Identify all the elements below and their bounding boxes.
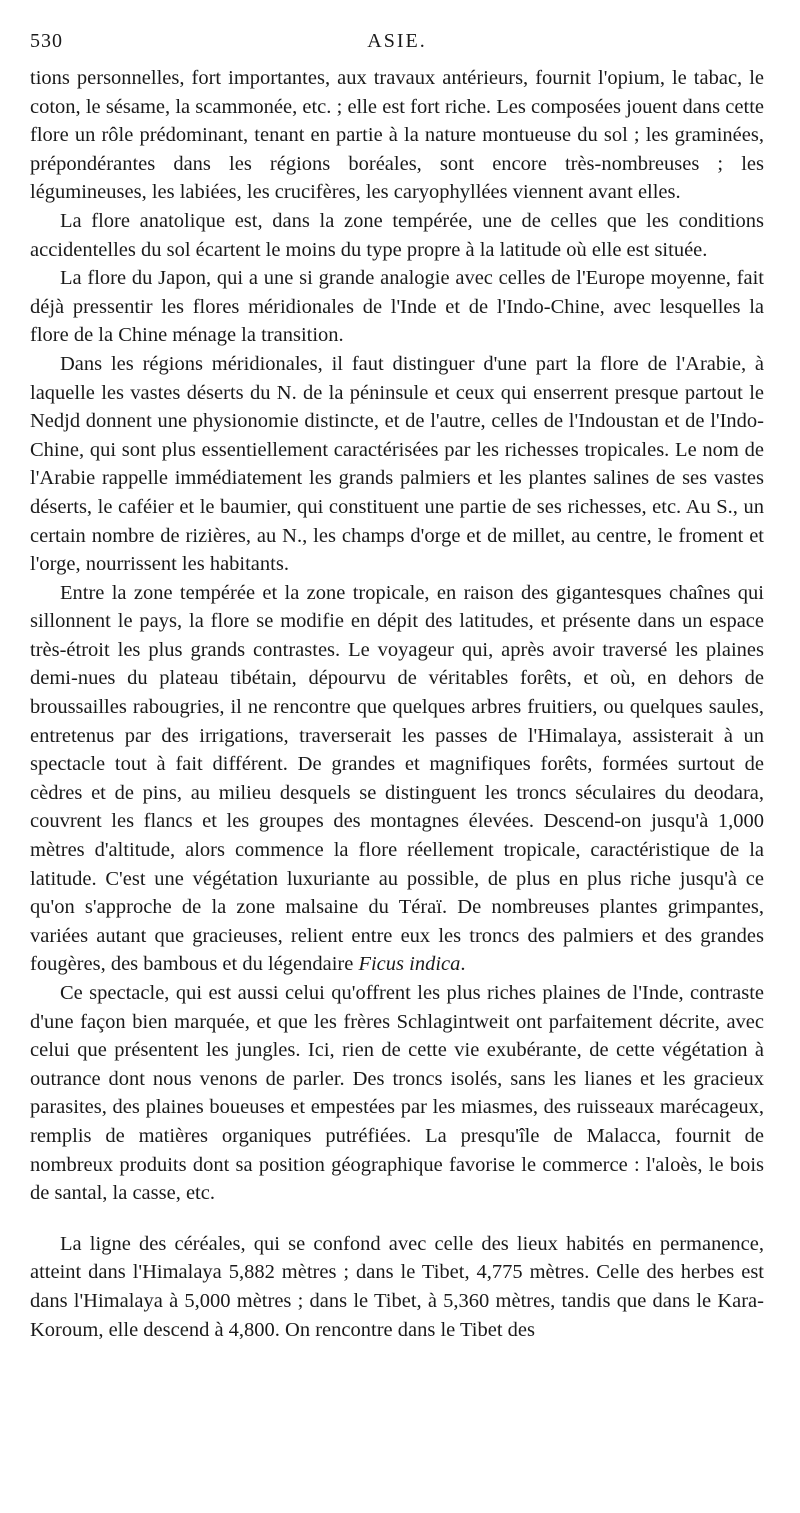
himalaya-text: Entre la zone tempérée et la zone tropicale, en raison des gigantesques chaînes qui sillonnent le pays, la flore se modifie en dépit des latitudes, et présente dans un espace très-étroit les plus grands contrastes. Le voyageur qui, après avoir traversé les plaines demi-nues du plateau tibétain, dépourvu de véritables forêts, et où, en dehors de broussailles rabougries, il ne rencontre que quelques arbres fruitiers, ou quelques saules, entretenus par des irrigations, traverserait les passes de l'Himalaya, assisterait à un spectacle tout à fait différent. De grandes et magnifiques forêts, formées surtout de cèdres et de pins, au milieu desquels se distinguent les troncs séculaires du deodara, couvrent les flancs et les groupes des montagnes élevées. Descend-on jusqu'à 1,000 mètres d'altitude, alors commence la flore réellement tropicale, caractéristique de la latitude. C'est une végétation luxuriante au possible, de plus en plus riche jusqu'à ce qu'on s'approche de la zone malsaine du Téraï. De nombreuses plantes grimpantes, variées autant que gracieuses, relient entre eux les troncs des palmiers et des grandes fougères, des bambous et du légendaire [30,581,764,976]
page-number: 530 [30,30,63,52]
body-text [30,64,764,1344]
book-page [30,30,764,1344]
ficus-indica-term: Ficus indica [358,953,461,976]
paragraph-japan-flora: La flore du Japon, qui a une si grande analogie avec celles de l'Europe moyenne, fait déjà pressentir les flores méridionales de l'Inde et de l'Indo-Chine, avec lesquelles la flore de la Chine ménage la transition. [30,267,764,347]
running-head [30,30,764,64]
paragraph-flora-continuation: tions personnelles, fort importantes, aux travaux antérieurs, fournit l'opium, le tabac, le coton, le sésame, la scammonée, etc. ; elle est fort riche. Les composées jouent dans cette flore un rôle prédominant, tenant en partie à la nature montueuse du sol ; les graminées, prépondérantes dans les régions boréales, sont encore très-nombreuses ; les légumineuses, les labiées, les crucifères, les caryophyllées viennent avant elles. [30,67,764,204]
paragraph-jungles: Ce spectacle, qui est aussi celui qu'offrent les plus riches plaines de l'Inde, contraste d'une façon bien marquée, et que les frères Schlagintweit ont parfaitement décrite, avec celui que présentent les jungles. Ici, rien de cette vie exubérante, de cette végétation à outrance dont nous venons de parler. Des troncs isolés, sans les lianes et les gracieux parasites, des plaines boueuses et empestées par les miasmes, des ruisseaux marécageux, remplis de matières organiques putréfiées. La presqu'île de Malacca, fournit de nombreux produits dont sa position géographique favorise le commerce : l'aloès, le bois de santal, la casse, etc. [30,982,764,1205]
paragraph-anatolian-flora: La flore anatolique est, dans la zone tempérée, une de celles que les conditions accidentelles du sol écartent le moins du type propre à la latitude où elle est située. [30,209,764,261]
header-title: ASIE. [367,30,427,52]
paragraph-himalaya-contrast: Entre la zone tempérée et la zone tropicale, en raison des gigantesques chaînes qui sillonnent le pays, la flore se modifie en dépit des latitudes, et présente dans un espace très-étroit les plus grands contrastes. Le voyageur qui, après avoir traversé les plaines demi-nues du plateau tibétain, dépourvu de véritables forêts, et où, en dehors de broussailles rabougries, il ne rencontre que quelques arbres fruitiers, ou quelques saules, entretenus par des irrigations, traverserait les passes de l'Himalaya, assisterait à un spectacle tout à fait différent. De grandes et magnifiques forêts, formées surtout de cèdres et de pins, au milieu desquels se distinguent les troncs séculaires du deodara, couvrent les flancs et les groupes des montagnes élevées. Descend-on jusqu'à 1,000 mètres d'altitude, alors commence la flore réellement tropicale, caractéristique de la latitude. C'est une végétation luxuriante au possible, de plus en plus riche jusqu'à ce qu'on s'approche de la zone malsaine du Téraï. De nombreuses plantes grimpantes, variées autant que gracieuses, relient entre eux les troncs des palmiers et des grandes fougères, des bambous et du légendaire Ficus indica. [30,581,764,976]
paragraph-cereal-line: La ligne des céréales, qui se confond avec celle des lieux habités en permanence, atteint dans l'Himalaya 5,882 mètres ; dans le Tibet, 4,775 mètres. Celle des herbes est dans l'Himalaya à 5,000 mètres ; dans le Tibet, à 5,360 mètres, tandis que dans le Kara-Koroum, elle descend à 4,800. On rencontre dans le Tibet des [30,1232,764,1341]
paragraph-southern-regions: Dans les régions méridionales, il faut distinguer d'une part la flore de l'Arabie, à laquelle les vastes déserts du N. de la péninsule et ceux qui enserrent presque partout le Nedjd donnent une physionomie distincte, et de l'autre, celles de l'Indoustan et de l'Indo-Chine, qui sont plus essentiellement caractérisées par les richesses tropicales. Le nom de l'Arabie rappelle immédiatement les grands palmiers et les plantes salines de ses vastes déserts, le caféier et le baumier, qui constituent une partie de ses richesses, etc. Au S., un certain nombre de rizières, au N., les champs d'orge et de millet, au centre, le froment et l'orge, nourrissent les habitants. [30,352,764,576]
